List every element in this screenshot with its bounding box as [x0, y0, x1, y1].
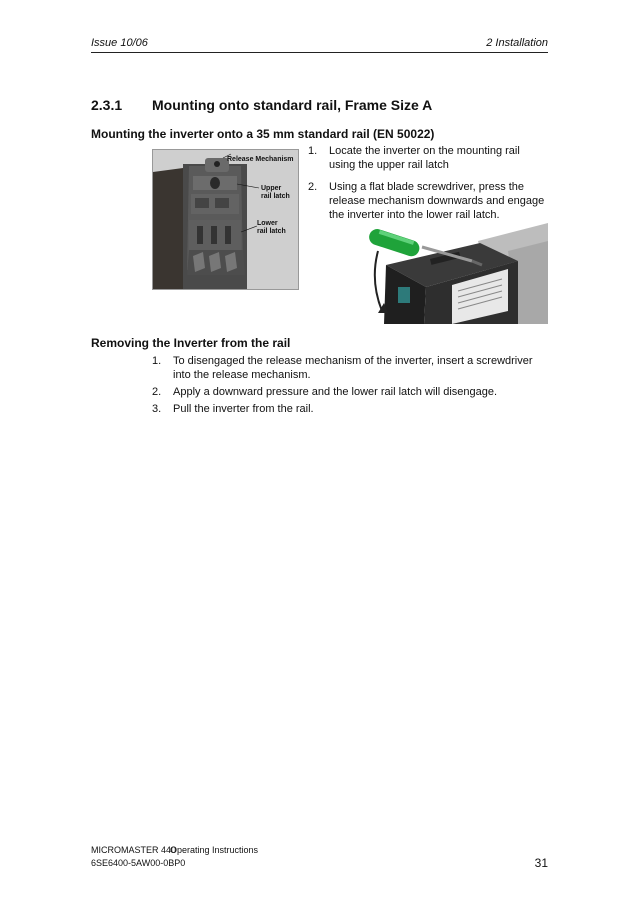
step-number: 1.	[152, 355, 162, 367]
removing-step-1	[152, 354, 552, 382]
removing-heading: Removing the Inverter from the rail	[91, 336, 291, 350]
step-text: Using a flat blade screwdriver, press the release mechanism downwards and engage the inverter into the lower rail latch.	[329, 181, 545, 221]
removing-steps	[152, 354, 552, 419]
header-issue: Issue 10/06	[91, 37, 148, 49]
screwdriver-illustration	[368, 221, 548, 324]
removing-step-3	[152, 402, 552, 416]
screwdriver-figure	[368, 221, 548, 324]
step-number: 1.	[308, 145, 318, 157]
inverter-back-figure	[152, 149, 299, 290]
section-title: Mounting onto standard rail, Frame Size A	[152, 97, 433, 113]
header-chapter: 2 Installation	[486, 37, 548, 49]
mounting-steps	[308, 144, 548, 230]
step-number: 3.	[152, 403, 162, 415]
step-text: To disengaged the release mechanism of the inverter, insert a screwdriver into the release mechanism.	[173, 355, 533, 381]
step-number: 2.	[308, 181, 318, 193]
step-text: Locate the inverter on the mounting rail using the upper rail latch	[329, 145, 520, 171]
footer-order-number: 6SE6400-5AW00-0BP0	[91, 858, 186, 868]
label-release-mechanism: Release Mechanism	[227, 156, 294, 163]
mounting-heading: Mounting the inverter onto a 35 mm standard rail (EN 50022)	[91, 127, 435, 141]
footer-doc-type: Operating Instructions	[170, 845, 259, 855]
footer-product: MICROMASTER 440	[91, 845, 177, 855]
page-number: 31	[534, 856, 548, 870]
mounting-step-2	[308, 180, 548, 222]
step-text: Apply a downward pressure and the lower rail latch will disengage.	[173, 386, 498, 398]
removing-step-2	[152, 385, 552, 399]
step-text: Pull the inverter from the rail.	[173, 403, 314, 415]
section-number: 2.3.1	[91, 97, 123, 113]
header-divider	[91, 52, 548, 53]
step-number: 2.	[152, 386, 162, 398]
label-lower-rail-latch: Lower rail latch	[257, 220, 286, 235]
mounting-step-1	[308, 144, 548, 172]
label-upper-rail-latch: Upper rail latch	[261, 185, 290, 200]
